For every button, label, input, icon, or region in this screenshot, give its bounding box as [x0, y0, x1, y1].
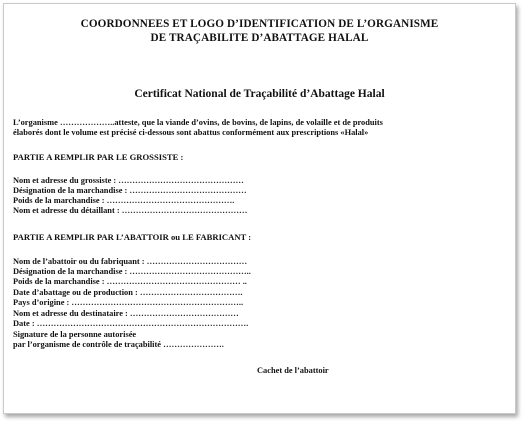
intro-line-2: élaborés dont le volume est précisé ci-dessous sont abattus conformément aux prescriptions «Halal» [13, 128, 369, 137]
wholesaler-name-address-field: Nom et adresse du grossiste : ……………………………………… [13, 176, 244, 185]
slaughter-production-date-field: Date d’abattage ou de production : ………………………………. [13, 288, 243, 297]
date-field: Date : …………………………………………………………………. [13, 319, 249, 328]
header-line-1: COORDONNEES ET LOGO D’IDENTIFICATION DE L’ORGANISME [80, 18, 439, 30]
document-frame [3, 3, 516, 414]
recipient-name-address-field: Nom et adresse du destinataire : ………………………………… [13, 309, 239, 318]
slaughterhouse-goods-weight-field: Poids de la marchandise : ………………………………………… .. [13, 277, 247, 286]
country-of-origin-field: Pays d’origine : …………………………………………………….. [13, 298, 244, 307]
slaughterhouse-goods-designation-field: Désignation de la marchandise : …………………………………….. [13, 267, 251, 276]
wholesaler-goods-weight-field: Poids de la marchandise : ………………………………………. [13, 196, 235, 205]
intro-line-1: L’organisme ………………..atteste, que la viande d’ovins, de bovins, de lapins, de volaille et de produits [13, 118, 383, 127]
certificate-page [4, 4, 515, 413]
authorized-signature-label: Signature de la personne autorisée [13, 330, 137, 339]
retailer-name-address-field: Nom et adresse du détaillant : ……………………………………… [13, 206, 248, 215]
header-line-2: DE TRAÇABILITE D’ABATTAGE HALAL [150, 32, 369, 44]
wholesaler-goods-designation-field: Désignation de la marchandise : …………………………………… [13, 186, 247, 195]
slaughterhouse-section-title: PARTIE A REMPLIR PAR L’ABATTOIR ou LE FABRICANT : [13, 232, 252, 242]
slaughterhouse-stamp-label: Cachet de l’abattoir [257, 366, 329, 375]
wholesaler-section-title: PARTIE A REMPLIR PAR LE GROSSISTE : [13, 152, 184, 162]
slaughterhouse-name-field: Nom de l’abattoir ou du fabriquant : ……………………………… [13, 257, 248, 266]
certificate-title: Certificat National de Traçabilité d’Abattage Halal [134, 88, 385, 100]
traceability-organism-signature-field: par l’organisme de contrôle de traçabilité …………………. [13, 340, 224, 349]
